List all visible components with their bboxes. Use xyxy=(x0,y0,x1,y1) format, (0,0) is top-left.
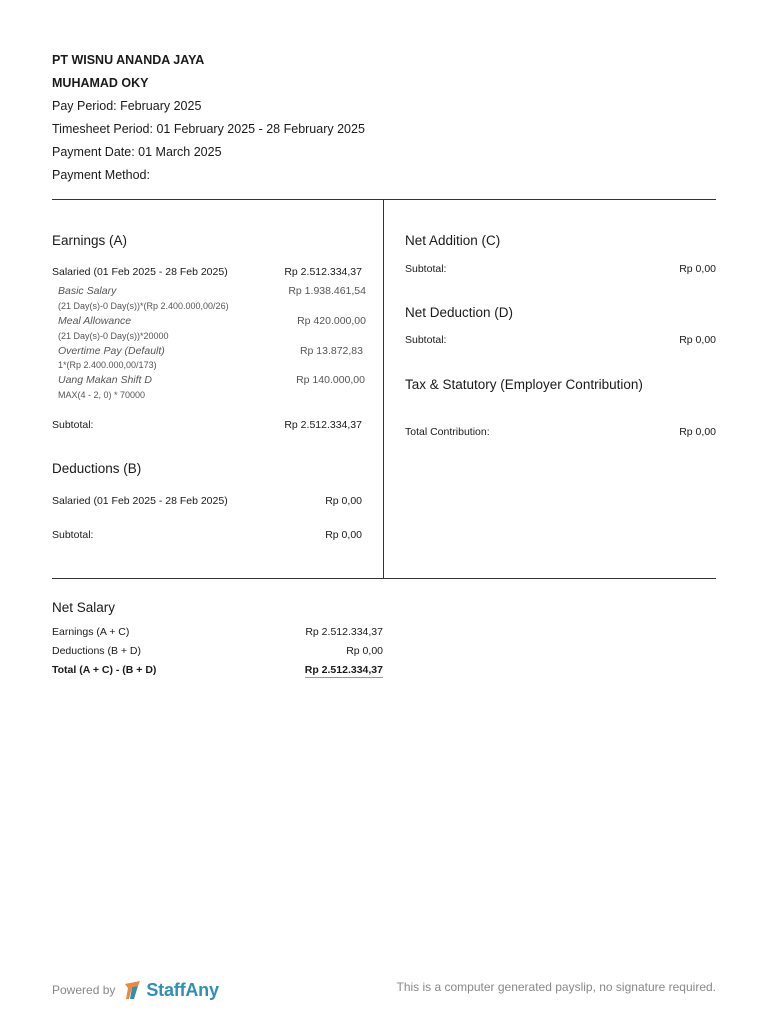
net-deduction-subtotal-amount: Rp 0,00 xyxy=(679,334,716,346)
earning-item-amount: Rp 1.938.461,54 xyxy=(288,285,366,297)
earning-item-label: Basic Salary xyxy=(58,285,117,297)
earning-item-amount: Rp 140.000,00 xyxy=(296,374,365,386)
earning-item-formula: (21 Day(s)-0 Day(s))*(Rp 2.400.000,00/26) xyxy=(58,301,229,311)
earning-item-formula: 1*(Rp 2.400.000,00/173) xyxy=(58,360,157,370)
total-contribution-row xyxy=(405,426,716,438)
deductions-group-amount: Rp 0,00 xyxy=(325,495,362,507)
net-deductions-row xyxy=(52,645,383,657)
bottom-divider xyxy=(52,578,716,579)
powered-by-text: Powered by xyxy=(52,983,116,997)
staffany-logo-icon xyxy=(123,979,143,1001)
deductions-title: Deductions (B) xyxy=(52,461,142,476)
earnings-group-label: Salaried (01 Feb 2025 - 28 Feb 2025) xyxy=(52,266,228,278)
total-contribution-amount: Rp 0,00 xyxy=(679,426,716,438)
earning-item-uang-makan xyxy=(58,374,365,386)
earnings-group-row xyxy=(52,266,362,278)
staffany-logo-text: StaffAny xyxy=(146,979,219,1000)
earning-item-formula: (21 Day(s)-0 Day(s))*20000 xyxy=(58,331,169,341)
net-earnings-amount: Rp 2.512.334,37 xyxy=(305,626,383,638)
net-deductions-amount: Rp 0,00 xyxy=(346,645,383,657)
deductions-group-label: Salaried (01 Feb 2025 - 28 Feb 2025) xyxy=(52,495,228,507)
net-earnings-label: Earnings (A + C) xyxy=(52,626,130,638)
employee-name: MUHAMAD OKY xyxy=(52,76,149,90)
staffany-logo xyxy=(123,979,218,1001)
net-deduction-subtotal-label: Subtotal: xyxy=(405,334,447,346)
earnings-title: Earnings (A) xyxy=(52,233,128,248)
deductions-group-row xyxy=(52,495,362,507)
net-deduction-subtotal-row xyxy=(405,334,716,346)
net-addition-title: Net Addition (C) xyxy=(405,233,501,248)
net-addition-subtotal-row xyxy=(405,263,716,275)
timesheet-period: Timesheet Period: 01 February 2025 - 28 February 2025 xyxy=(52,122,365,136)
earnings-subtotal-amount: Rp 2.512.334,37 xyxy=(284,419,362,431)
payment-method: Payment Method: xyxy=(52,168,150,182)
tax-statutory-title: Tax & Statutory (Employer Contribution) xyxy=(405,377,643,392)
net-total-label: Total (A + C) - (B + D) xyxy=(52,664,157,676)
earnings-subtotal-row xyxy=(52,419,362,431)
total-contribution-label: Total Contribution: xyxy=(405,426,490,438)
net-deductions-label: Deductions (B + D) xyxy=(52,645,141,657)
payment-date: Payment Date: 01 March 2025 xyxy=(52,145,222,159)
pay-period: Pay Period: February 2025 xyxy=(52,99,202,113)
deductions-subtotal-label: Subtotal: xyxy=(52,529,94,541)
column-divider xyxy=(383,199,384,579)
company-name: PT WISNU ANANDA JAYA xyxy=(52,53,205,67)
earning-item-basic-salary xyxy=(58,285,366,297)
earnings-group-amount: Rp 2.512.334,37 xyxy=(284,266,362,278)
powered-by xyxy=(52,979,219,1001)
earning-item-formula: MAX(4 - 2, 0) * 70000 xyxy=(58,390,146,400)
net-addition-subtotal-amount: Rp 0,00 xyxy=(679,263,716,275)
deductions-subtotal-amount: Rp 0,00 xyxy=(325,529,362,541)
earnings-subtotal-label: Subtotal: xyxy=(52,419,94,431)
earning-item-overtime-pay xyxy=(58,345,363,357)
net-earnings-row xyxy=(52,626,383,638)
net-salary-title: Net Salary xyxy=(52,600,116,615)
earning-item-meal-allowance xyxy=(58,315,366,327)
deductions-subtotal-row xyxy=(52,529,362,541)
net-total-amount: Rp 2.512.334,37 xyxy=(304,664,383,676)
earning-item-amount: Rp 13.872,83 xyxy=(299,345,363,357)
earning-item-label: Uang Makan Shift D xyxy=(58,374,152,386)
earning-item-label: Overtime Pay (Default) xyxy=(58,345,165,357)
top-divider xyxy=(52,199,716,200)
net-addition-subtotal-label: Subtotal: xyxy=(405,263,447,275)
net-deduction-title: Net Deduction (D) xyxy=(405,305,514,320)
computer-generated-note: This is a computer generated payslip, no signature required. xyxy=(396,980,716,994)
net-total-row xyxy=(52,664,383,678)
earning-item-amount: Rp 420.000,00 xyxy=(297,315,366,327)
earning-item-label: Meal Allowance xyxy=(58,315,132,327)
